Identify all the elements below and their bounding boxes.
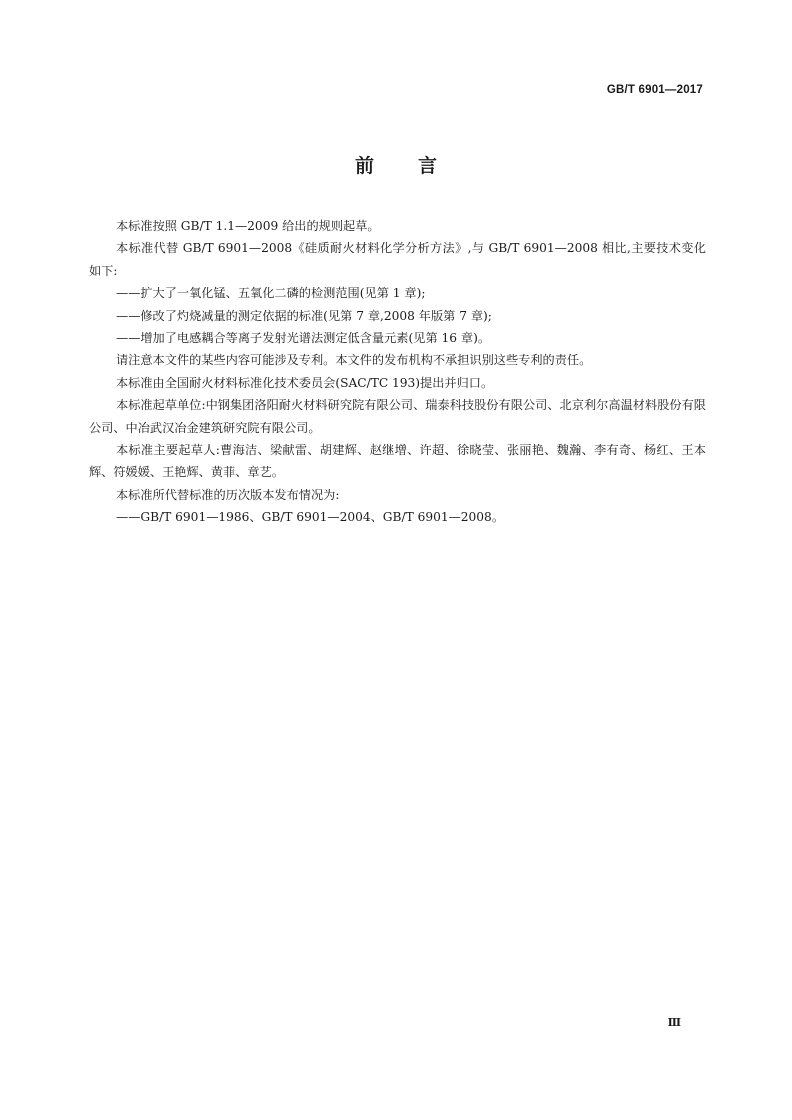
list-item: ——增加了电感耦合等离子发射光谱法测定低含量元素(见第 16 章)。	[116, 331, 491, 346]
list-item: ——GB/T 6901—1986、GB/T 6901—2004、GB/T 6901—2008。	[116, 510, 505, 525]
document-body	[89, 215, 706, 529]
paragraph: 本标准按照 GB/T 1.1—2009 给出的规则起草。	[116, 219, 380, 233]
paragraph: 本标准由全国耐火材料标准化技术委员会(SAC/TC 193)提出并归口。	[116, 375, 494, 390]
standard-code-header: GB/T 6901—2017	[606, 84, 703, 96]
title-char-2: 言	[418, 155, 438, 177]
paragraph: 请注意本文件的某些内容可能涉及专利。本文件的发布机构不承担识别这些专利的责任。	[116, 353, 592, 368]
title-char-1: 前	[354, 155, 374, 177]
paragraph: 本标准所代替标准的历次版本发布情况为:	[116, 487, 340, 502]
paragraph: 本标准代替 GB/T 6901—2008《硅质耐火材料化学分析方法》,与 GB/T 6901—2008 相比,主要技术变化如下:	[89, 241, 706, 278]
paragraph: 本标准起草单位:中钢集团洛阳耐火材料研究院有限公司、瑞泰科技股份有限公司、北京利尔高温材料股份有限公司、中冶武汉冶金建筑研究院有限公司。	[89, 398, 706, 435]
list-item: ——修改了灼烧减量的测定依据的标准(见第 7 章,2008 年版第 7 章);	[116, 308, 492, 323]
page-title	[0, 151, 792, 178]
paragraph: 本标准主要起草人:曹海洁、梁献雷、胡建辉、赵继增、许超、徐晓莹、张丽艳、魏瀚、李有奇、杨红、王本辉、符媛媛、王艳辉、黄菲、章艺。	[89, 443, 706, 480]
list-item: ——扩大了一氧化锰、五氧化二磷的检测范围(见第 1 章);	[116, 286, 426, 301]
page-number: Ⅲ	[667, 1016, 681, 1029]
